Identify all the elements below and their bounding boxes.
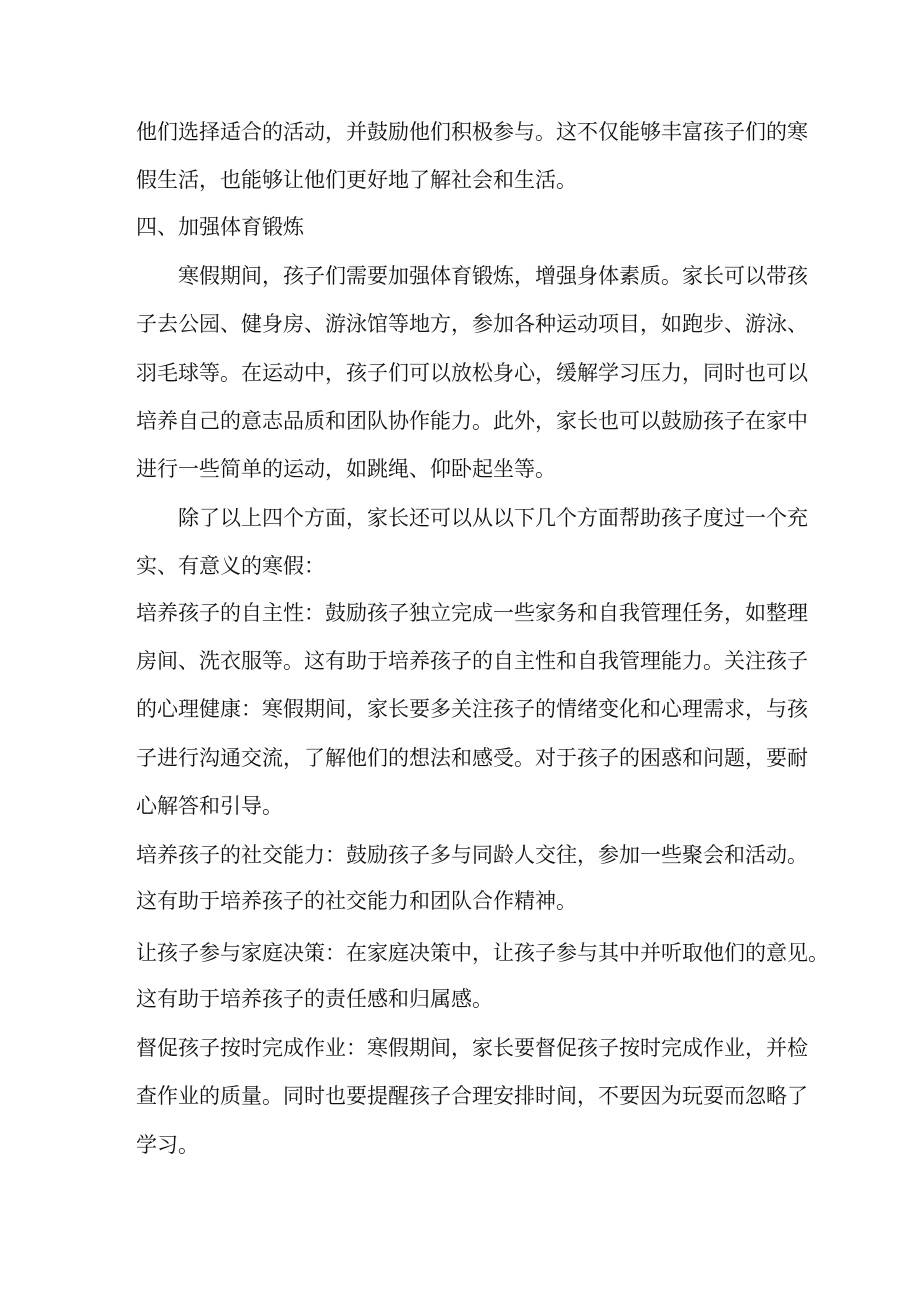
text-line: 学习。 [136, 1133, 199, 1157]
text-line: 房间、洗衣服等。这有助于培养孩子的自主性和自我管理能力。关注孩子 [136, 649, 808, 673]
text-line: 进行一些简单的运动，如跳绳、仰卧起坐等。 [136, 457, 556, 481]
text-line: 羽毛球等。在运动中，孩子们可以放松身心，缓解学习压力，同时也可以 [136, 361, 808, 385]
list-item-line: 让孩子参与家庭决策：在家庭决策中，让孩子参与其中并听取他们的意见。 [136, 941, 829, 965]
text-line: 心解答和引导。 [136, 794, 283, 818]
text-line: 假生活，也能够让他们更好地了解社会和生活。 [136, 168, 577, 192]
text-line: 的心理健康：寒假期间，家长要多关注孩子的情绪变化和心理需求，与孩 [136, 697, 808, 721]
list-item-line: 培养孩子的社交能力：鼓励孩子多与同龄人交往，参加一些聚会和活动。 [136, 843, 808, 867]
section-heading: 四、加强体育锻炼 [136, 215, 304, 239]
list-item-line: 督促孩子按时完成作业：寒假期间，家长要督促孩子按时完成作业，并检 [136, 1036, 808, 1060]
text-line: 他们选择适合的活动，并鼓励他们积极参与。这不仅能够丰富孩子们的寒 [136, 120, 808, 144]
text-line: 这有助于培养孩子的责任感和归属感。 [136, 987, 493, 1011]
text-line: 子进行沟通交流，了解他们的想法和感受。对于孩子的困惑和问题，要耐 [136, 746, 808, 770]
paragraph-first-line: 寒假期间，孩子们需要加强体育锻炼，增强身体素质。家长可以带孩 [178, 264, 808, 288]
text-line: 查作业的质量。同时也要提醒孩子合理安排时间，不要因为玩耍而忽略了 [136, 1084, 808, 1108]
list-item-line: 培养孩子的自主性：鼓励孩子独立完成一些家务和自我管理任务，如整理 [136, 601, 808, 625]
paragraph-first-line: 除了以上四个方面，家长还可以从以下几个方面帮助孩子度过一个充 [178, 506, 808, 530]
text-line: 实、有意义的寒假： [136, 554, 325, 578]
text-line: 培养自己的意志品质和团队协作能力。此外，家长也可以鼓励孩子在家中 [136, 409, 808, 433]
text-line: 这有助于培养孩子的社交能力和团队合作精神。 [136, 889, 577, 913]
text-line: 子去公园、健身房、游泳馆等地方，参加各种运动项目，如跑步、游泳、 [136, 312, 808, 336]
